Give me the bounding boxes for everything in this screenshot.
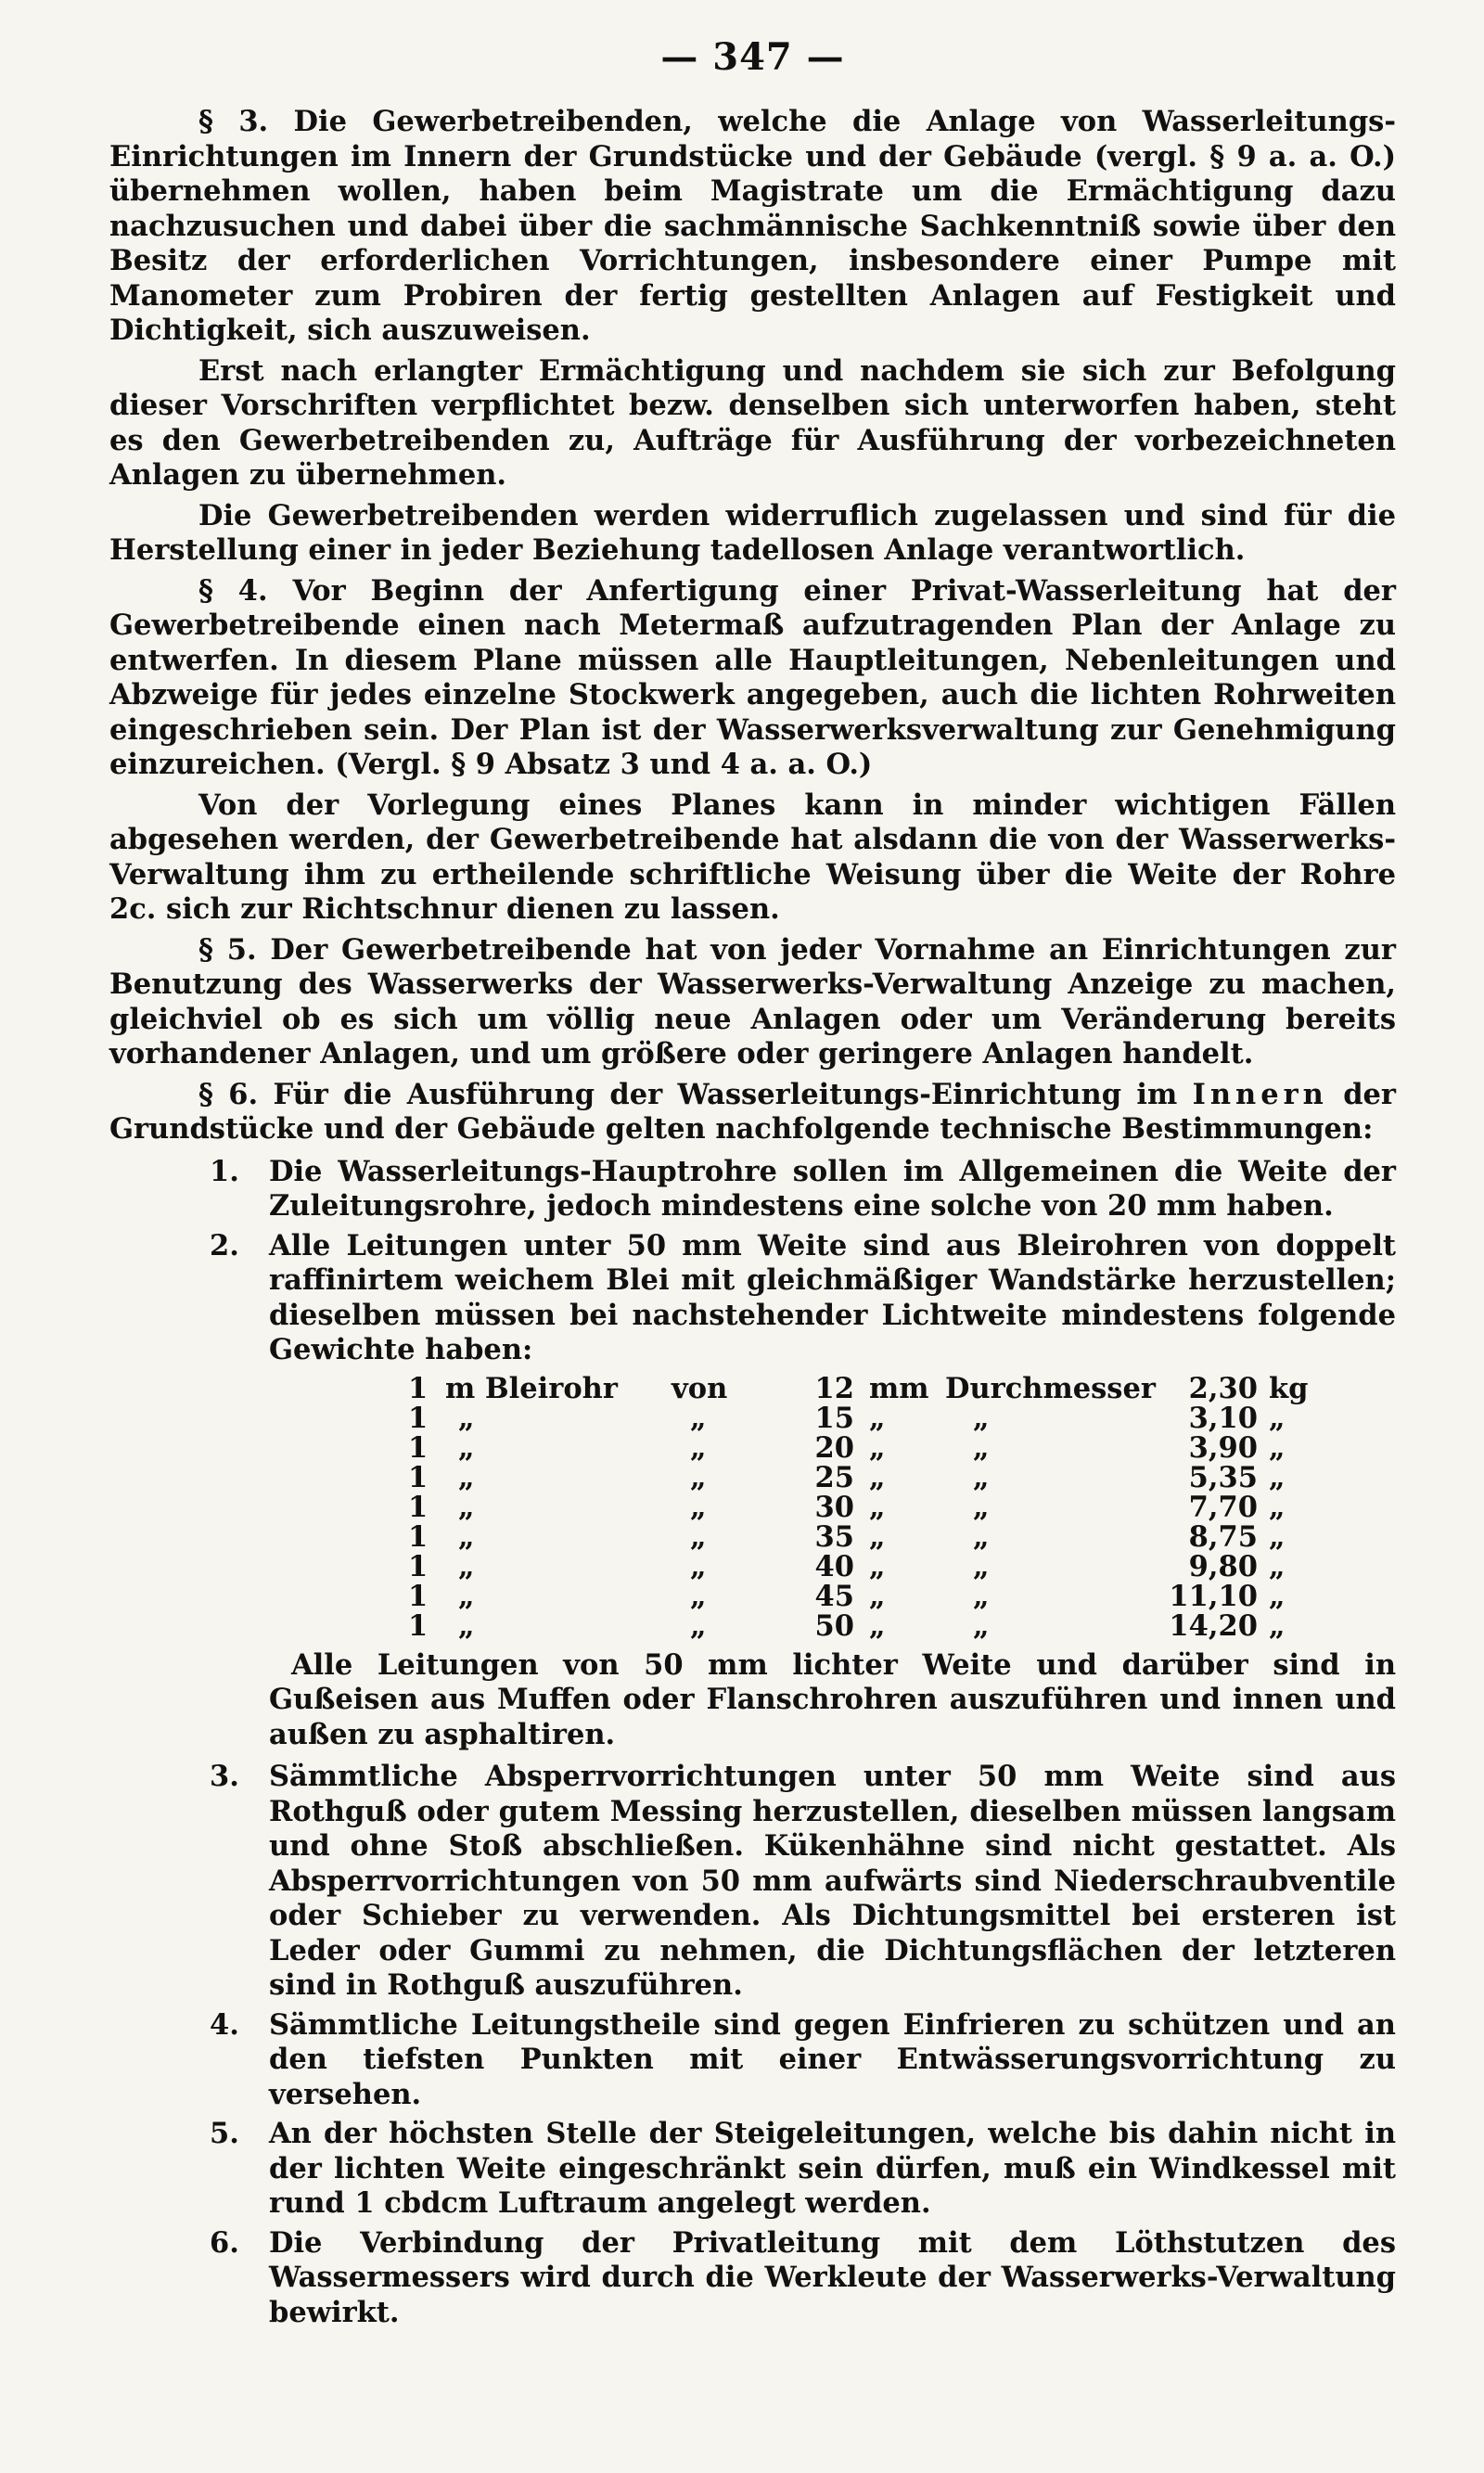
cell-unit: m Bleirohr bbox=[445, 1371, 618, 1405]
table-row bbox=[408, 1374, 1308, 1403]
cell-diameter: 25 bbox=[814, 1460, 854, 1494]
table-row bbox=[408, 1522, 1308, 1552]
cell-durchmesser-ditto: „ bbox=[973, 1579, 990, 1613]
list-item bbox=[109, 1155, 1396, 1224]
cell-unit-ditto: „ bbox=[458, 1549, 475, 1583]
cell-weight: 11,10 bbox=[1169, 1579, 1258, 1613]
table-row bbox=[408, 1493, 1308, 1522]
cell-kg-ditto: „ bbox=[1268, 1608, 1286, 1643]
cell-weight: 2,30 bbox=[1188, 1371, 1258, 1405]
cell-durchmesser: Durchmesser bbox=[945, 1371, 1156, 1405]
cell-mm-ditto: „ bbox=[869, 1430, 886, 1465]
list-item-number: 4. bbox=[210, 2007, 239, 2042]
cell-diameter: 15 bbox=[814, 1401, 854, 1435]
cell-mm: mm bbox=[869, 1371, 929, 1405]
cell-von-ditto: „ bbox=[690, 1579, 707, 1613]
table-row bbox=[408, 1403, 1308, 1433]
cell-unit-ditto: „ bbox=[458, 1608, 475, 1643]
list-item-text: Die Wasserleitungs-Hauptrohre sollen im Allgemeinen die Weite der Zuleitungsrohre, jedoch mindestens eine solche von 20 mm haben. bbox=[269, 1154, 1396, 1223]
cell-mm-ditto: „ bbox=[869, 1579, 886, 1613]
cell-mm-ditto: „ bbox=[869, 1549, 886, 1583]
cell-diameter: 35 bbox=[814, 1519, 854, 1554]
list-item-text: Die Verbindung der Privatleitung mit dem Löthstutzen des Wassermessers wird durch die Werkleute der Wasserwerks-Verwaltung bewirkt. bbox=[269, 2225, 1396, 2329]
list-item bbox=[109, 2117, 1396, 2222]
page-number: — 347 — bbox=[660, 35, 845, 79]
cell-diameter: 45 bbox=[814, 1579, 854, 1613]
list-item bbox=[109, 2226, 1396, 2331]
paragraph-s5: § 5. Der Gewerbetreibende hat von jeder Vornahme an Einrichtungen zur Benutzung des Wasserwerks der Wasserwerks-Verwaltung Anzeige zu machen, gleichviel ob es sich um völlig neue Anlagen oder um Veränderung bereits vorhandener Anlagen, und um größere oder geringere Anlagen handelt. bbox=[109, 932, 1396, 1070]
cell-von: von bbox=[672, 1371, 728, 1405]
list-item bbox=[109, 1229, 1396, 1368]
s6-intro-b: der Grundstücke und der Gebäude gelten nachfolgende technische Bestimmungen: bbox=[109, 1077, 1396, 1146]
regulations-list bbox=[109, 1155, 1396, 1368]
cell-diameter: 40 bbox=[814, 1549, 854, 1583]
cell-weight: 14,20 bbox=[1169, 1608, 1258, 1643]
cell-weight: 7,70 bbox=[1188, 1490, 1258, 1524]
table-row bbox=[408, 1582, 1308, 1611]
paragraph-s4: § 4. Vor Beginn der Anfertigung einer Privat-Wasserleitung hat der Gewerbetreibende einen nach Metermaß aufzutragenden Plan der Anlage zu entwerfen. In diesem Plane müssen alle Hauptleitungen, Nebenleitungen und Abzweige für jedes einzelne Stockwerk angegeben, auch die lichten Rohrweiten eingeschrieben sein. Der Plan ist der Wasserwerksverwaltung zur Genehmigung einzureichen. (Vergl. § 9 Absatz 3 und 4 a. a. O.) bbox=[109, 573, 1396, 781]
paragraph-s3-third: Die Gewerbetreibenden werden widerruflich zugelassen und sind für die Herstellung einer in jeder Beziehung tadellosen Anlage verantwortlich. bbox=[109, 498, 1396, 567]
cell-mm-ditto: „ bbox=[869, 1401, 886, 1435]
cell-von-ditto: „ bbox=[690, 1460, 707, 1494]
s6-intro-spaced: Innern bbox=[1192, 1077, 1328, 1111]
cell-qty: 1 bbox=[408, 1579, 429, 1613]
cell-qty: 1 bbox=[408, 1460, 429, 1494]
cell-kg: kg bbox=[1268, 1371, 1309, 1405]
cell-kg-ditto: „ bbox=[1268, 1401, 1286, 1435]
cell-durchmesser-ditto: „ bbox=[973, 1430, 990, 1465]
list-item bbox=[109, 2008, 1396, 2113]
cell-diameter: 12 bbox=[814, 1371, 854, 1405]
cell-unit-ditto: „ bbox=[458, 1401, 475, 1435]
cell-von-ditto: „ bbox=[690, 1401, 707, 1435]
cell-mm-ditto: „ bbox=[869, 1460, 886, 1494]
cell-diameter: 30 bbox=[814, 1490, 854, 1524]
cell-kg-ditto: „ bbox=[1268, 1490, 1286, 1524]
cell-qty: 1 bbox=[408, 1430, 429, 1465]
cell-unit-ditto: „ bbox=[458, 1430, 475, 1465]
cell-qty: 1 bbox=[408, 1490, 429, 1524]
cell-unit-ditto: „ bbox=[458, 1519, 475, 1554]
cell-qty: 1 bbox=[408, 1549, 429, 1583]
cell-diameter: 20 bbox=[814, 1430, 854, 1465]
cell-von-ditto: „ bbox=[690, 1549, 707, 1583]
paragraph-s6 bbox=[109, 1078, 1396, 1147]
list-item-text: An der höchsten Stelle der Steigeleitungen, welche bis dahin nicht in der lichten Weite eingeschränkt sein dürfen, muß ein Windkessel mit rund 1 cbdcm Luftraum angelegt werden. bbox=[269, 2117, 1396, 2220]
paragraph-s3: § 3. Die Gewerbetreibenden, welche die Anlage von Wasserleitungs-Einrichtungen im Innern der Grundstücke und der Gebäude (vergl. § 9 a. a. O.) übernehmen wollen, haben beim Magistrate um die Ermächtigung dazu nachzusuchen und dabei über die sachmännische Sachkenntniß sowie über den Besitz der erforderlichen Vorrichtungen, insbesondere einer Pumpe mit Manometer zum Probiren der fertig gestellten Anlagen auf Festigkeit und Dichtigkeit, sich auszuweisen. bbox=[109, 105, 1396, 347]
cell-weight: 9,80 bbox=[1188, 1549, 1258, 1583]
cell-durchmesser-ditto: „ bbox=[973, 1401, 990, 1435]
cell-kg-ditto: „ bbox=[1268, 1460, 1286, 1494]
cell-unit-ditto: „ bbox=[458, 1490, 475, 1524]
cell-von-ditto: „ bbox=[690, 1490, 707, 1524]
table-row bbox=[408, 1463, 1308, 1493]
cell-durchmesser-ditto: „ bbox=[973, 1608, 990, 1643]
cell-durchmesser-ditto: „ bbox=[973, 1519, 990, 1554]
cell-kg-ditto: „ bbox=[1268, 1549, 1286, 1583]
list-item-text: Sämmtliche Absperrvorrichtungen unter 50 mm Weite sind aus Rothguß oder gutem Messing herzustellen, dieselben müssen langsam und ohne Stoß abschließen. Kükenhähne sind nicht gestattet. Als Absperrvorrichtungen von 50 mm aufwärts sind Niederschraubventile oder Schieber zu verwenden. Als Dichtungsmittel bei ersteren ist Leder oder Gummi zu nehmen, die Dichtungsflächen der letzteren sind in Rothguß auszuführen. bbox=[269, 1760, 1396, 2002]
list-item-number: 6. bbox=[210, 2225, 239, 2260]
cell-weight: 5,35 bbox=[1188, 1460, 1258, 1494]
pipe-weight-table bbox=[408, 1371, 1309, 1643]
cell-qty: 1 bbox=[408, 1401, 429, 1435]
table-row bbox=[408, 1552, 1308, 1582]
cell-kg-ditto: „ bbox=[1268, 1430, 1286, 1465]
list-item-number: 1. bbox=[210, 1154, 239, 1188]
cell-von-ditto: „ bbox=[690, 1608, 707, 1643]
paragraph-s3-second: Erst nach erlangter Ermächtigung und nachdem sie sich zur Befolgung dieser Vorschriften verpflichtet bezw. denselben sich unterworfen haben, steht es den Gewerbetreibenden zu, Aufträge für Ausführung der vorbezeichneten Anlagen zu übernehmen. bbox=[109, 353, 1396, 492]
paragraph-s4-second: Von der Vorlegung eines Planes kann in minder wichtigen Fällen abgesehen werden, der Gewerbetreibende hat alsdann die von der Wasserwerks-Verwaltung ihm zu ertheilende schriftliche Weisung über die Weite der Rohre 2c. sich zur Richtschnur dienen zu lassen. bbox=[109, 788, 1396, 926]
cell-unit-ditto: „ bbox=[458, 1460, 475, 1494]
cell-kg-ditto: „ bbox=[1268, 1579, 1286, 1613]
cell-mm-ditto: „ bbox=[869, 1608, 886, 1643]
list-item bbox=[109, 1760, 1396, 2004]
list-item-number: 5. bbox=[210, 2117, 239, 2150]
cell-qty: 1 bbox=[408, 1371, 429, 1405]
list-item-number: 3. bbox=[210, 1760, 239, 1793]
cell-unit-ditto: „ bbox=[458, 1579, 475, 1613]
cell-qty: 1 bbox=[408, 1608, 429, 1643]
regulations-list-continued bbox=[109, 1760, 1396, 2330]
cell-weight: 8,75 bbox=[1188, 1519, 1258, 1554]
cell-durchmesser-ditto: „ bbox=[973, 1490, 990, 1524]
cell-kg-ditto: „ bbox=[1268, 1519, 1286, 1554]
cell-mm-ditto: „ bbox=[869, 1490, 886, 1524]
cell-weight: 3,90 bbox=[1188, 1430, 1258, 1465]
table-row bbox=[408, 1611, 1308, 1641]
s6-intro-a: § 6. Für die Ausführung der Wasserleitungs-Einrichtung im bbox=[198, 1077, 1193, 1111]
cell-diameter: 50 bbox=[814, 1608, 854, 1643]
paragraph-cast-iron: Alle Leitungen von 50 mm lichter Weite und darüber sind in Gußeisen aus Muffen oder Flanschrohren auszuführen und innen und außen zu asphaltiren. bbox=[269, 1647, 1396, 1751]
cell-mm-ditto: „ bbox=[869, 1519, 886, 1554]
cell-weight: 3,10 bbox=[1188, 1401, 1258, 1435]
cell-von-ditto: „ bbox=[690, 1519, 707, 1554]
cell-durchmesser-ditto: „ bbox=[973, 1549, 990, 1583]
list-item-text: Alle Leitungen unter 50 mm Weite sind aus Bleirohren von doppelt raffinirtem weichem Blei mit gleichmäßiger Wandstärke herzustellen; dieselben müssen bei nachstehender Lichtweite mindestens folgende Gewichte haben: bbox=[269, 1228, 1396, 1366]
cell-qty: 1 bbox=[408, 1519, 429, 1554]
list-item-number: 2. bbox=[210, 1228, 239, 1262]
cell-durchmesser-ditto: „ bbox=[973, 1460, 990, 1494]
list-item-text: Sämmtliche Leitungstheile sind gegen Einfrieren zu schützen und an den tiefsten Punkten mit einer Entwässerungsvorrichtung zu versehen. bbox=[269, 2007, 1396, 2111]
cell-von-ditto: „ bbox=[690, 1430, 707, 1465]
table-row bbox=[408, 1433, 1308, 1463]
